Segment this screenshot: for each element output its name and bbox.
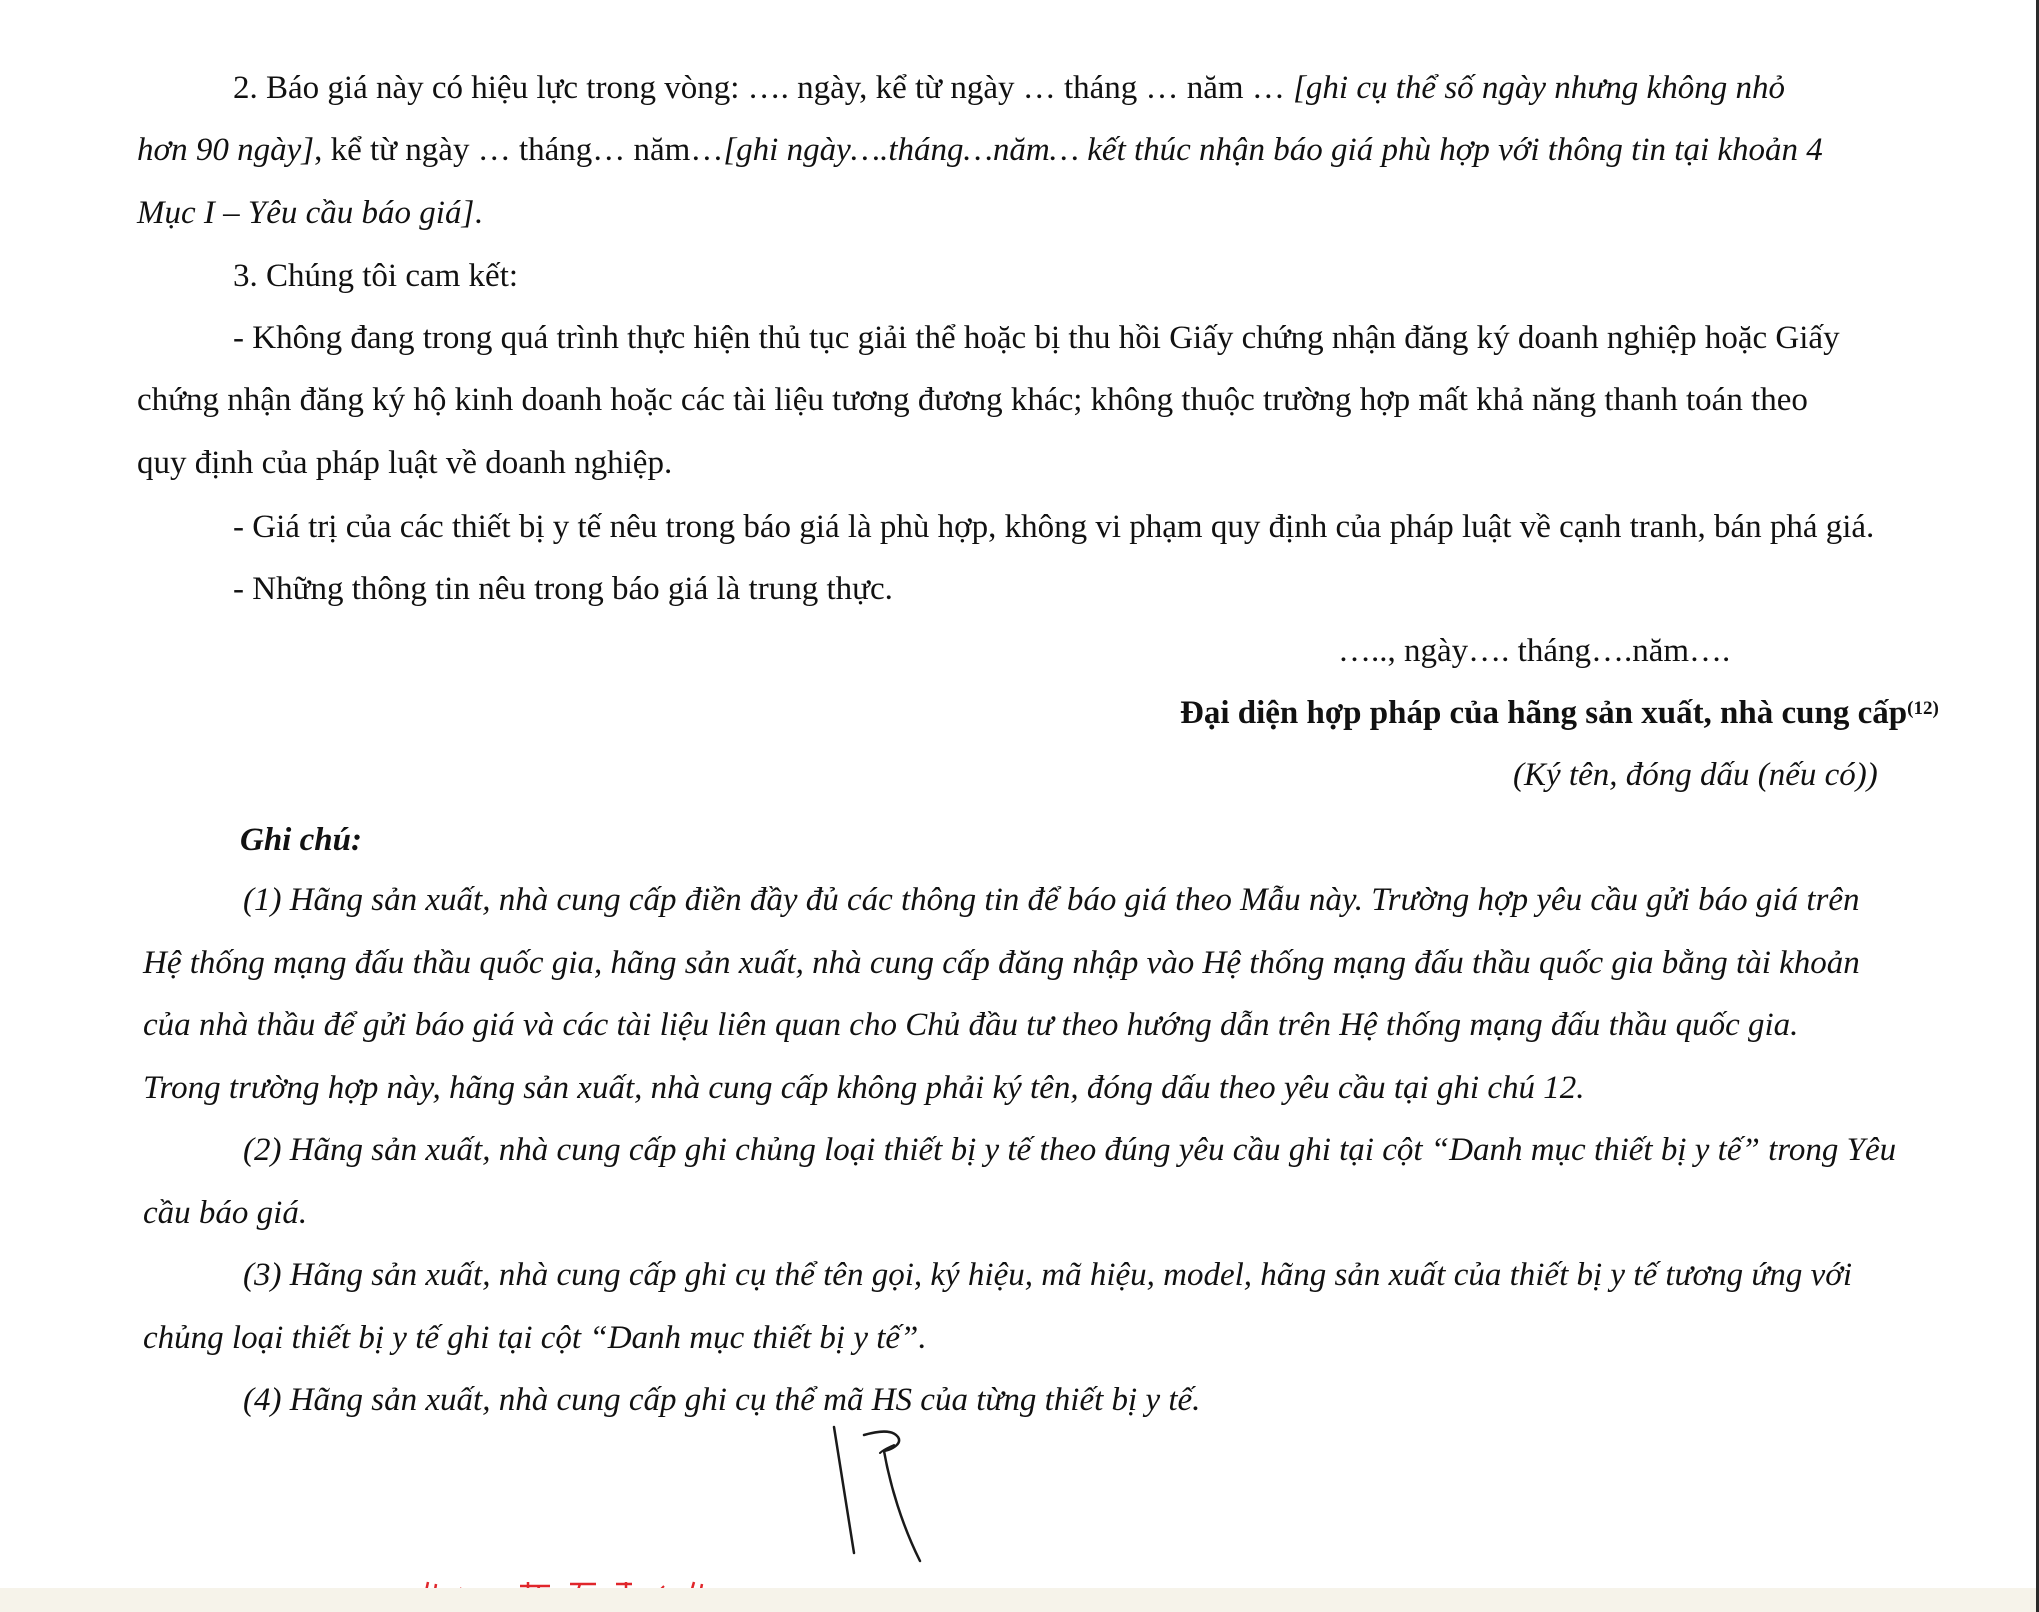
validity-instruction: [ghi cụ thể số ngày nhưng không nhỏ (1293, 70, 1785, 106)
commitment-bullet-1-line-1: - Không đang trong quá trình thực hiện thủ tục giải thể hoặc bị thu hồi Giấy chứng nhận đăng ký doanh nghiệp hoặc Giấy (233, 320, 1840, 356)
validity-date-text: , kể từ ngày … tháng… năm… (314, 132, 724, 168)
commitment-bullet-2: - Giá trị của các thiết bị y tế nêu trong báo giá là phù hợp, không vi phạm quy định của pháp luật về cạnh tranh, bán phá giá. (233, 509, 1875, 545)
sign-note: (Ký tên, đóng dấu (nếu có)) (1513, 757, 1878, 793)
representative-text: Đại diện hợp pháp của hãng sản xuất, nhà cung cấp (1180, 695, 1908, 731)
validity-end-period: . (474, 195, 483, 231)
note-1-line-3: của nhà thầu để gửi báo giá và các tài liệu liên quan cho Chủ đầu tư theo hướng dẫn trên Hệ thống mạng đấu thầu quốc gia. (143, 1007, 1799, 1043)
handwritten-initials (820, 1425, 940, 1565)
note-1-line-2: Hệ thống mạng đấu thầu quốc gia, hãng sản xuất, nhà cung cấp đăng nhập vào Hệ thống mạng đấu thầu quốc gia bằng tài khoản (143, 945, 1860, 981)
representative-ref: (12) (1907, 698, 1939, 719)
note-4: (4) Hãng sản xuất, nhà cung cấp ghi cụ thể mã HS của từng thiết bị y tế. (243, 1382, 1201, 1418)
commitment-title: 3. Chúng tôi cam kết: (233, 258, 519, 294)
validity-text: 2. Báo giá này có hiệu lực trong vòng: …. ngày, kể từ ngày … tháng … năm … (233, 70, 1294, 106)
note-1-line-4: Trong trường hợp này, hãng sản xuất, nhà cung cấp không phải ký tên, đóng dấu theo yêu cầu tại ghi chú 12. (143, 1070, 1585, 1106)
note-1-line-1: (1) Hãng sản xuất, nhà cung cấp điền đầy đủ các thông tin để báo giá theo Mẫu này. Trường hợp yêu cầu gửi báo giá trên (243, 882, 1860, 918)
representative-title (1180, 693, 1939, 733)
validity-ref: Mục I – Yêu cầu báo giá] (137, 195, 475, 231)
commitment-bullet-1-line-3: quy định của pháp luật về doanh nghiệp. (137, 445, 673, 481)
date-line: ….., ngày…. tháng….năm…. (1338, 633, 1731, 669)
validity-instruction-cont: hơn 90 ngày] (137, 132, 315, 168)
notes-heading: Ghi chú: (240, 822, 362, 858)
validity-line-1 (233, 68, 1785, 108)
note-2-line-1: (2) Hãng sản xuất, nhà cung cấp ghi chủng loại thiết bị y tế theo đúng yêu cầu ghi tại cột “Danh mục thiết bị y tế” trong Yêu (243, 1132, 1897, 1168)
validity-line-2 (137, 130, 1823, 170)
note-3-line-2: chủng loại thiết bị y tế ghi tại cột “Danh mục thiết bị y tế”. (143, 1320, 927, 1356)
commitment-bullet-1-line-2: chứng nhận đăng ký hộ kinh doanh hoặc các tài liệu tương đương khác; không thuộc trường hợp mất khả năng thanh toán theo (137, 382, 1808, 418)
commitment-bullet-3: - Những thông tin nêu trong báo giá là trung thực. (233, 571, 893, 607)
note-2-line-2: cầu báo giá. (143, 1195, 308, 1231)
validity-date-instruction: [ghi ngày….tháng…năm… kết thúc nhận báo giá phù hợp với thông tin tại khoản 4 (723, 132, 1823, 168)
note-3-line-1: (3) Hãng sản xuất, nhà cung cấp ghi cụ thể tên gọi, ký hiệu, mã hiệu, model, hãng sản xuất của thiết bị y tế tương ứng với (243, 1257, 1853, 1293)
scan-bottom-shade (0, 1588, 2039, 1612)
validity-line-3 (137, 193, 483, 233)
